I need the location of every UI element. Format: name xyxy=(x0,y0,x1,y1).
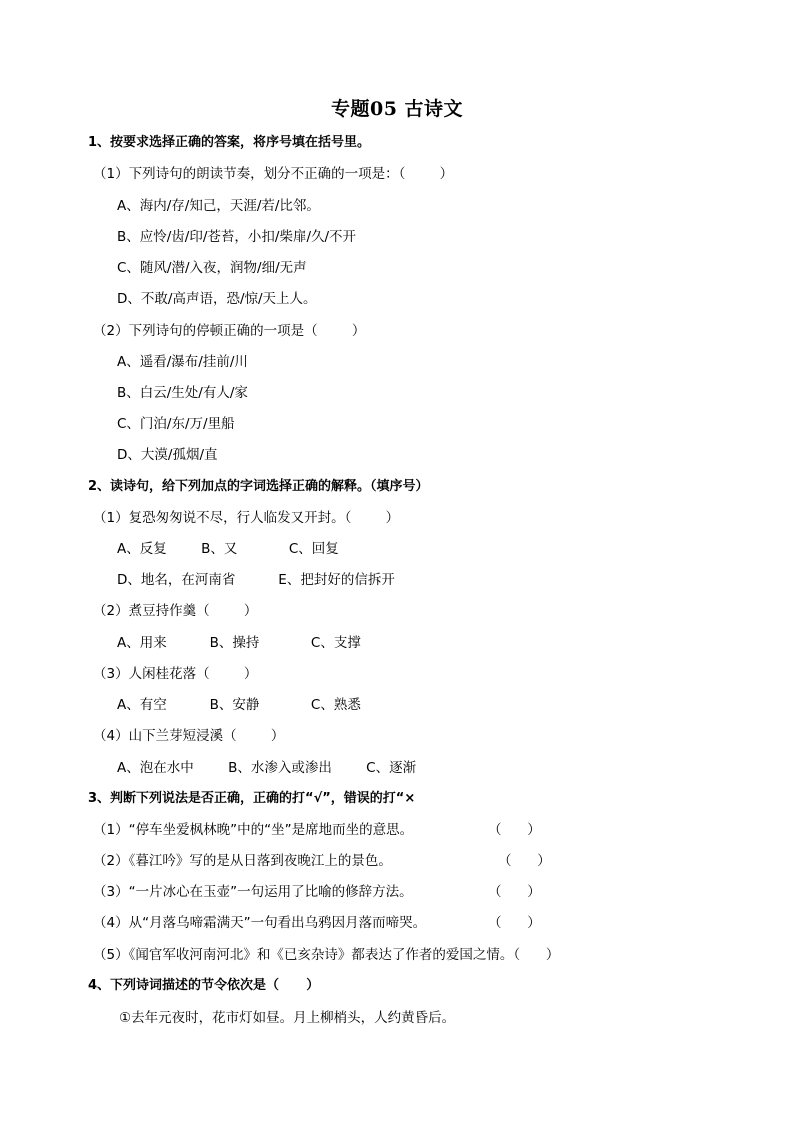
q4-poem-line-1: ①去年元夜时，花市灯如昼。月上柳梢头，人约黄昏后。 xyxy=(119,1010,456,1026)
q3-item-3-answer-blank: （ ） xyxy=(488,884,541,900)
q2-sub2-options: A、用来 B、操持 C、支撑 xyxy=(117,635,361,651)
q3-item-5: （5）《闻官军收河南河北》和《已亥杂诗》都表达了作者的爱国之情。（ ） xyxy=(93,947,560,963)
question-1-heading: 1、按要求选择正确的答案，将序号填在括号里。 xyxy=(88,135,371,150)
page-title: 专题05 古诗文 xyxy=(330,98,464,120)
q1-sub1-option-b: B、应怜/齿/印/苍苔，小扣/柴扉/久/不开 xyxy=(117,229,357,245)
q3-item-3: （3）“一片冰心在玉壶”一句运用了比喻的修辞方法。 xyxy=(93,884,413,900)
q2-sub4-options: A、泡在水中 B、水渗入或渗出 C、逐渐 xyxy=(117,760,417,776)
q1-sub2-option-b: B、白云/生处/有人/家 xyxy=(117,385,248,401)
q3-item-2: （2）《暮江吟》写的是从日落到夜晚江上的景色。 xyxy=(93,853,392,869)
question-2-heading: 2、读诗句，给下列加点的字词选择正确的解释。（填序号） xyxy=(88,479,429,494)
q1-sub2-option-a: A、遥看/瀑布/挂前/川 xyxy=(117,354,248,370)
q2-sub1-options-row1: A、反复 B、又 C、回复 xyxy=(117,541,339,557)
q1-sub1-option-d: D、不敢/高声语，恐/惊/天上人。 xyxy=(117,291,317,307)
q3-item-2-answer-blank: （ ） xyxy=(498,853,551,869)
q2-sub1-options-row2: D、地名，在河南省 E、把封好的信拆开 xyxy=(117,572,395,588)
q3-item-1: （1）“停车坐爱枫林晚”中的“坐”是席地而坐的意思。 xyxy=(93,822,414,838)
q2-sub2-stem: （2）煮豆持作羹（ ） xyxy=(93,603,258,619)
q1-sub2-option-d: D、大漠/孤烟/直 xyxy=(117,447,218,463)
q1-sub1-stem: （1）下列诗句的朗读节奏，划分不正确的一项是：（ ） xyxy=(93,166,454,182)
q2-sub1-stem: （1）复恐匆匆说不尽，行人临发又开封。（ ） xyxy=(93,510,400,526)
q3-item-1-answer-blank: （ ） xyxy=(488,822,541,838)
question-4-heading: 4、下列诗词描述的节令依次是（ ） xyxy=(88,978,320,993)
q1-sub1-option-c: C、随风/潜/入夜，润物/细/无声 xyxy=(117,260,307,276)
q1-sub2-stem: （2）下列诗句的停顿正确的一项是（ ） xyxy=(93,323,366,339)
q1-sub2-option-c: C、门泊/东/万/里船 xyxy=(117,416,235,432)
q1-sub1-option-a: A、海内/存/知己，天涯/若/比邻。 xyxy=(117,198,320,214)
question-3-heading: 3、判断下列说法是否正确，正确的打“√”，错误的打“× xyxy=(88,791,416,806)
q2-sub3-stem: （3）人闲桂花落（ ） xyxy=(93,666,258,682)
q2-sub4-stem: （4）山下兰芽短浸溪（ ） xyxy=(93,728,285,744)
q2-sub3-options: A、有空 B、安静 C、熟悉 xyxy=(117,697,361,713)
q3-item-4-answer-blank: （ ） xyxy=(488,915,541,931)
q3-item-4: （4）从“月落乌啼霜满天”一句看出乌鸦因月落而啼哭。 xyxy=(93,915,427,931)
